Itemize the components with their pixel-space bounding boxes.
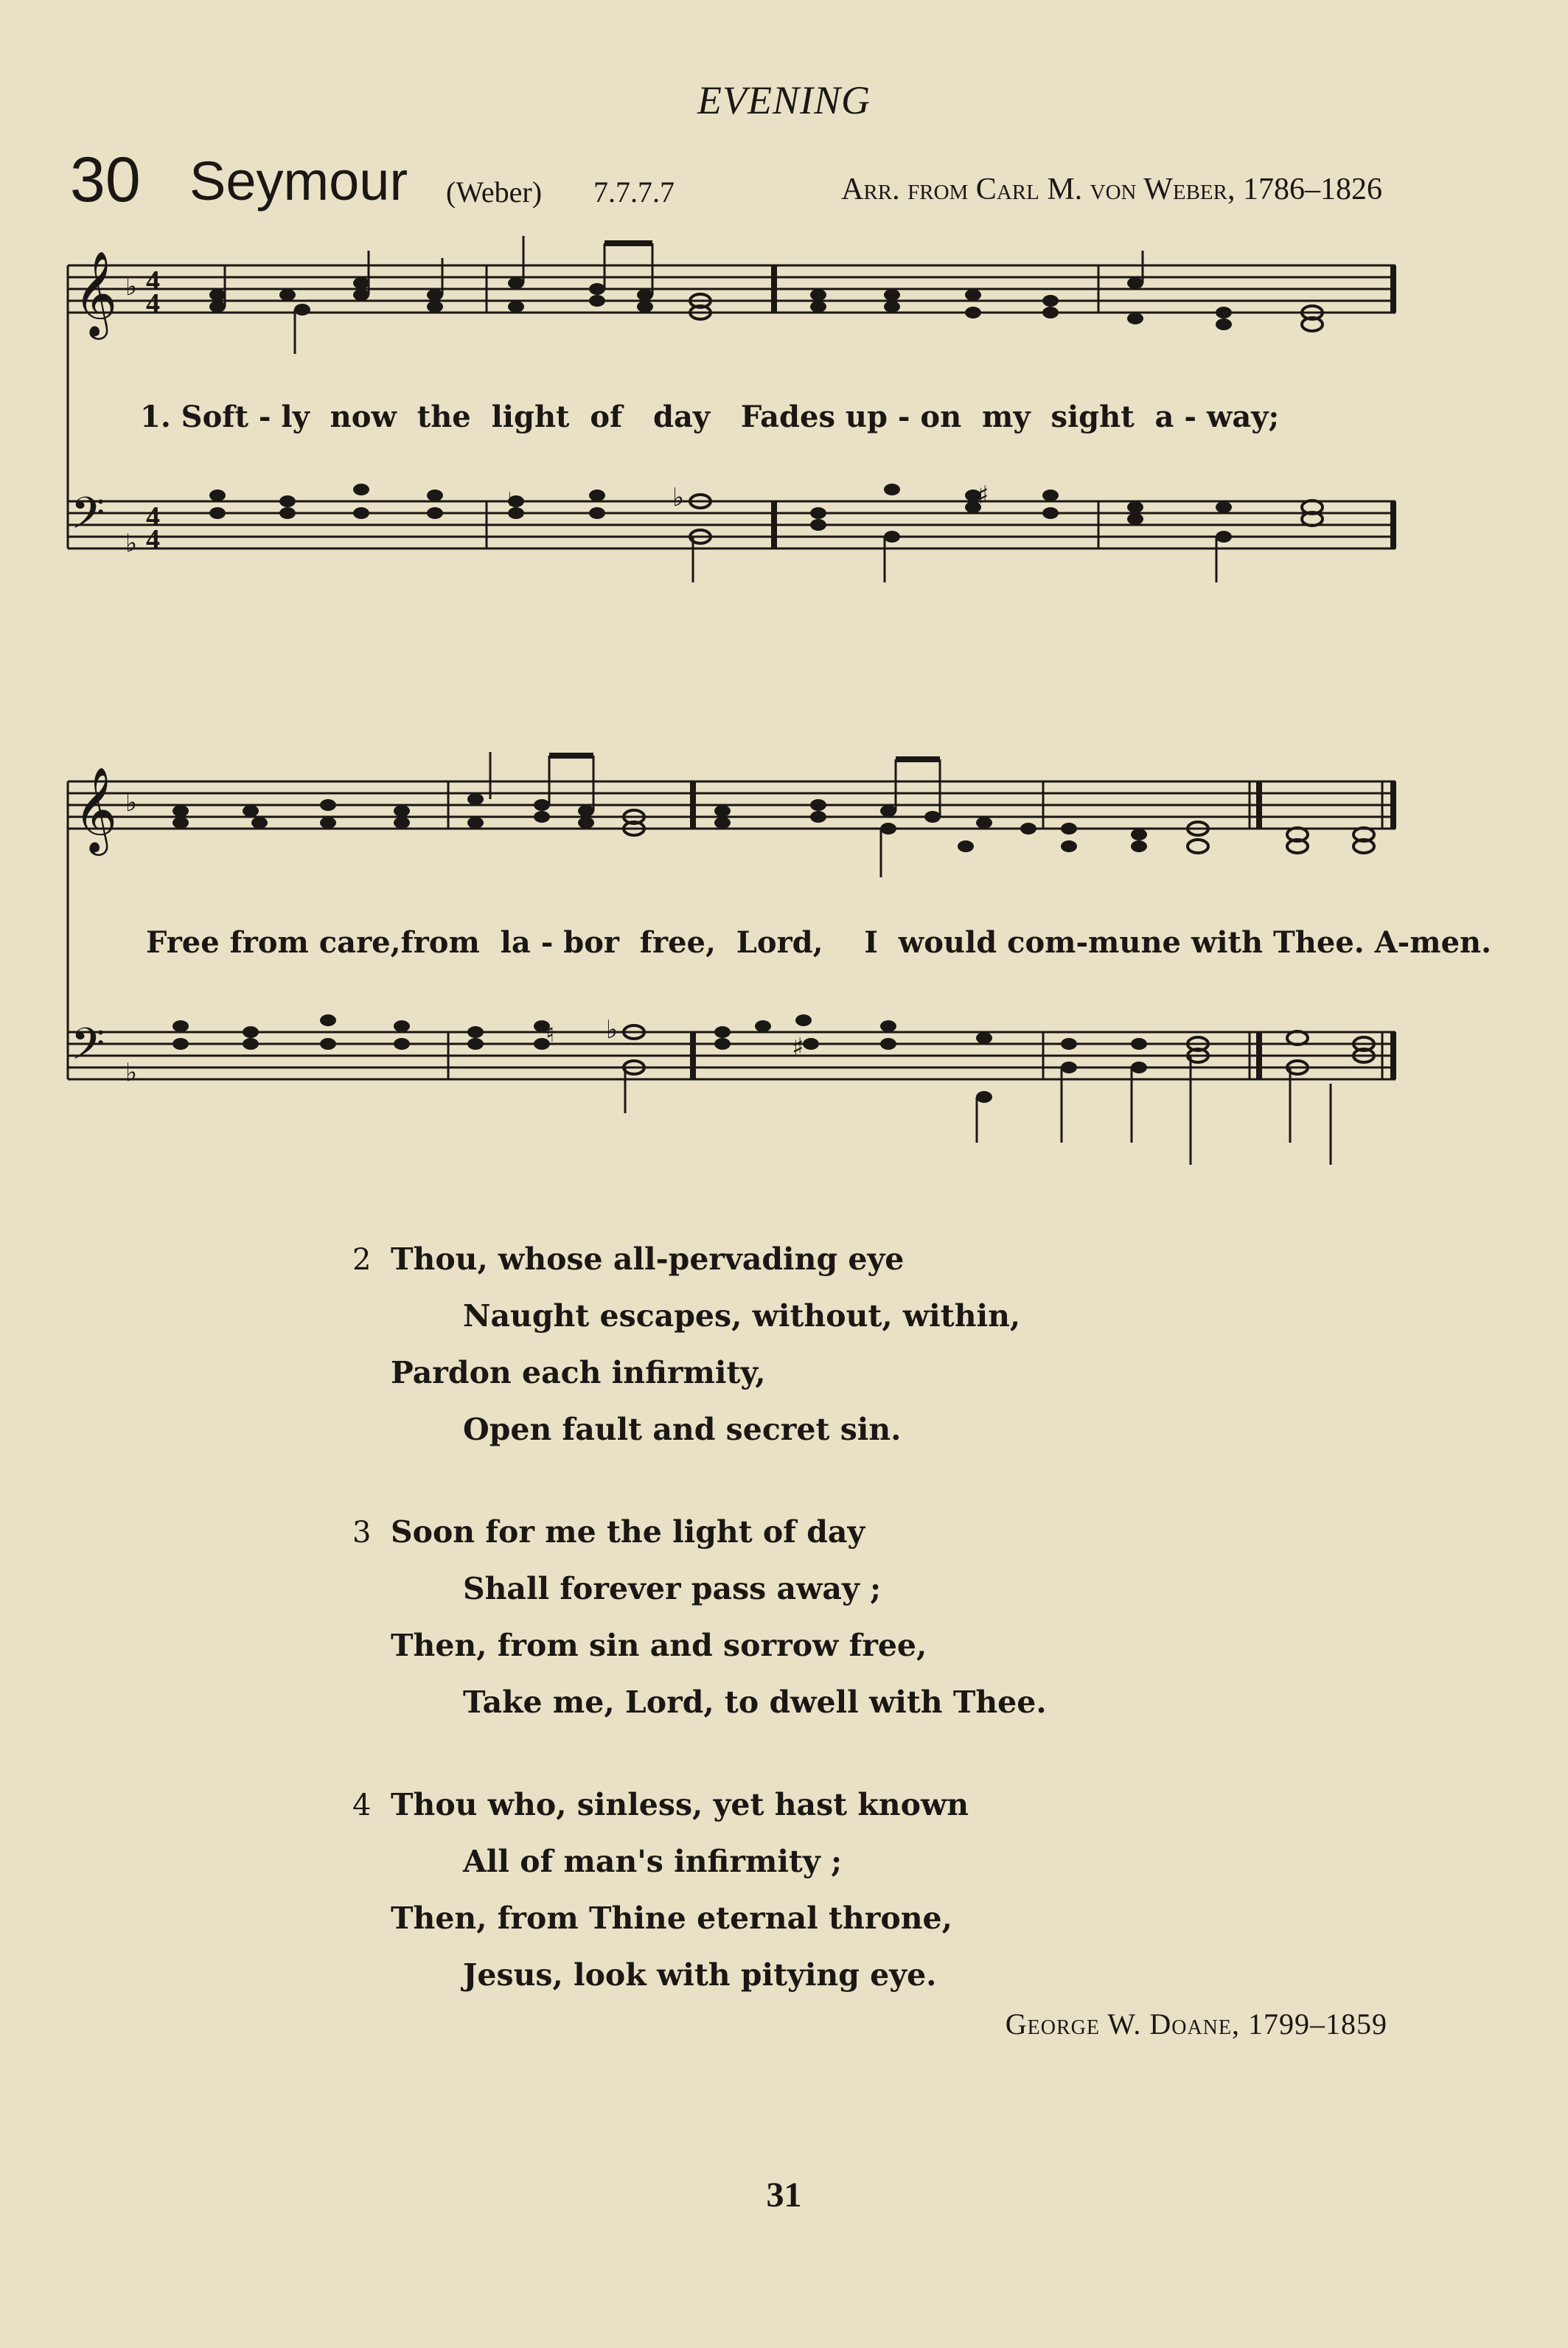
svg-text:4: 4 [146, 288, 160, 319]
verse-line: Take me, Lord, to dwell with Thee. [463, 1685, 1047, 1720]
svg-text:♮: ♮ [546, 1019, 555, 1048]
svg-text:♭: ♭ [125, 1058, 138, 1087]
page-number: 31 [766, 2175, 802, 2215]
verse-number: 3 [352, 1516, 372, 1550]
treble-notes [209, 277, 1232, 330]
verse-line: 3 Soon for me the light of day [352, 1504, 1423, 1561]
verse-2 [352, 1231, 1423, 1458]
composer-short: (Weber) [446, 175, 543, 209]
verse-line: Jesus, look with pitying eye. [463, 1957, 937, 1993]
verse-line: Pardon each infirmity, [391, 1355, 766, 1390]
svg-text:♭: ♭ [672, 483, 685, 512]
svg-text:♮: ♮ [507, 487, 517, 517]
svg-text:𝄞: 𝄞 [74, 766, 118, 852]
tune-attribution: Arr. from Carl M. von Weber, 1786–1826 [841, 173, 1382, 206]
verse-line: 2 Thou, whose all-pervading eye [352, 1231, 1423, 1288]
hymn-number: 30 [70, 144, 141, 215]
music-system-1 [0, 236, 1568, 619]
lyrics-line-2: Free from care,from la - bor free, Lord, I would com-mune with Thee. A-men. [146, 925, 1492, 960]
verse-line: All of man's infirmity ; [463, 1844, 843, 1879]
svg-text:4: 4 [146, 501, 160, 532]
verse-line: Shall forever pass away ; [463, 1571, 882, 1606]
additional-verses [352, 1231, 1423, 2049]
svg-text:𝄢: 𝄢 [71, 1018, 105, 1080]
verse-line: Open fault and secret sin. [463, 1412, 902, 1447]
verse-number: 4 [352, 1788, 372, 1822]
svg-text:♭: ♭ [606, 1015, 619, 1045]
section-title: EVENING [697, 78, 871, 122]
text-author: George W. Doane, 1799–1859 [1005, 2007, 1387, 2041]
verse-line: Then, from sin and sorrow free, [391, 1628, 927, 1663]
svg-text:♭: ♭ [125, 272, 138, 302]
verse-line: Naught escapes, without, within, [463, 1298, 1021, 1334]
verse-4 [352, 1777, 1423, 2004]
svg-text:♯: ♯ [792, 1033, 804, 1062]
treble-notes-2 [173, 793, 1147, 852]
svg-text:♭: ♭ [125, 788, 138, 818]
verse-line: Then, from Thine eternal throne, [391, 1901, 952, 1936]
svg-text:𝄞: 𝄞 [74, 250, 118, 336]
bass-notes-2 [173, 1014, 1147, 1103]
verse-number: 2 [352, 1243, 372, 1277]
music-notation-system-2 [0, 752, 1568, 1194]
verse-line: 4 Thou who, sinless, yet hast known [352, 1777, 1423, 1833]
lyrics-line-1: 1. Soft - ly now the light of day Fades up - on my sight a - way; [140, 400, 1280, 434]
svg-text:𝄢: 𝄢 [71, 487, 105, 549]
meter: 7.7.7.7 [593, 175, 675, 209]
music-system-2 [0, 752, 1568, 1194]
hymn-header [70, 144, 1397, 225]
tune-name: Seymour [189, 150, 408, 212]
svg-text:♭: ♭ [125, 529, 138, 558]
svg-text:♯: ♯ [977, 481, 989, 510]
svg-text:4: 4 [146, 265, 160, 296]
verse-3 [352, 1504, 1423, 1731]
svg-text:4: 4 [146, 524, 160, 555]
